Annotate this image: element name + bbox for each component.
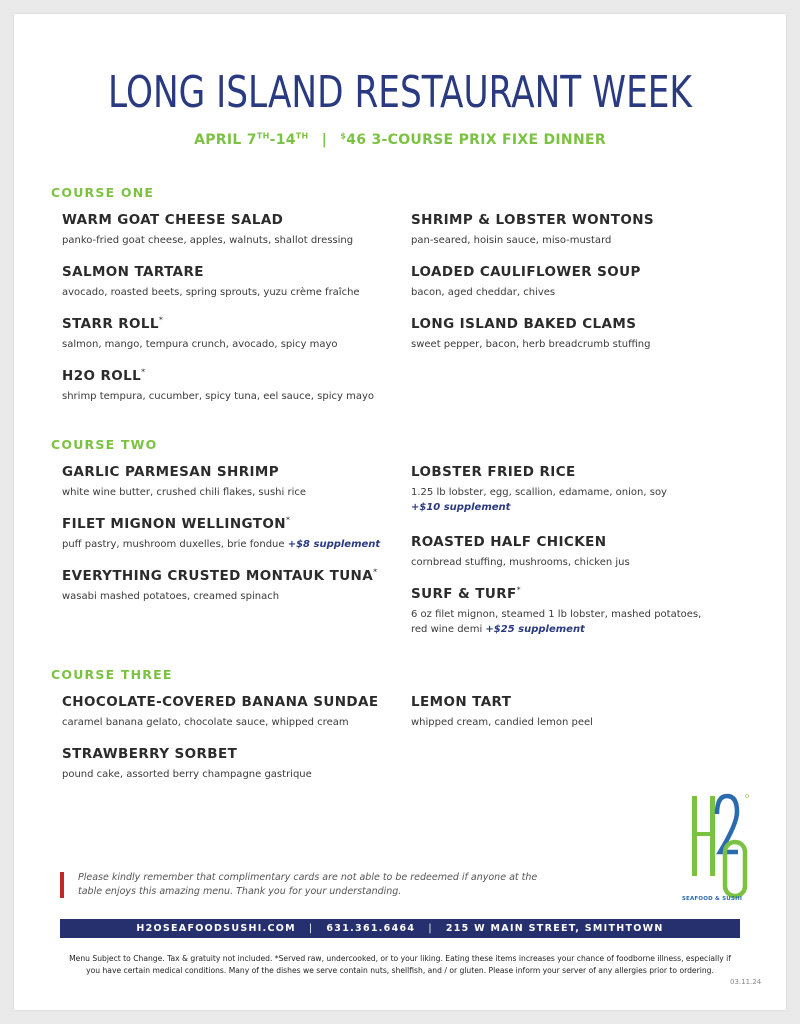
- course-heading-one: COURSE ONE: [51, 185, 155, 200]
- item-name: [411, 212, 751, 228]
- item-name: [62, 316, 402, 332]
- menu-item: [411, 586, 751, 637]
- menu-subtitle: [14, 132, 786, 148]
- menu-item: [62, 212, 402, 248]
- item-description-text: red wine demi: [411, 624, 483, 635]
- h2o-logo-icon: [690, 792, 750, 902]
- menu-title: LONG ISLAND RESTAURANT WEEK: [108, 67, 692, 118]
- item-name-text: SALMON TARTARE: [62, 264, 204, 280]
- logo-tagline: SEAFOOD & SUSHI: [681, 896, 743, 902]
- disclaimer-line: Menu Subject to Change. Tax & gratuity not included. *Served raw, undercooked, or to your liking. Eating these items increases your chance of foodborne illness, especially if: [69, 954, 731, 963]
- item-description: cornbread stuffing, mushrooms, chicken jus: [411, 557, 630, 568]
- item-name: [62, 694, 402, 710]
- date-range-end: -14: [269, 132, 296, 148]
- menu-item: [62, 694, 402, 730]
- supplement-price: +$8 supplement: [287, 539, 381, 550]
- item-description: [411, 607, 751, 637]
- item-description: bacon, aged cheddar, chives: [411, 287, 556, 298]
- website-link[interactable]: H2OSEAFOODSUSHI.COM: [136, 923, 296, 934]
- item-name: [62, 568, 402, 584]
- item-name-text: STRAWBERRY SORBET: [62, 746, 238, 762]
- item-name: [62, 516, 402, 532]
- item-name: [411, 264, 751, 280]
- item-description: pan-seared, hoisin sauce, miso-mustard: [411, 235, 612, 246]
- supplement-price: +$10 supplement: [411, 502, 511, 513]
- menu-item: [62, 516, 402, 552]
- item-description: salmon, mango, tempura crunch, avocado, spicy mayo: [62, 339, 338, 350]
- menu-item: [411, 316, 751, 352]
- menu-disclaimer: [44, 953, 756, 976]
- course-heading-three: COURSE THREE: [51, 667, 173, 682]
- raw-item-mark: *: [158, 315, 164, 325]
- item-name-text: EVERYTHING CRUSTED MONTAUK TUNA: [62, 568, 374, 584]
- item-name-text: LEMON TART: [411, 694, 512, 710]
- item-name: [411, 586, 751, 602]
- course-heading-two: COURSE TWO: [51, 437, 158, 452]
- disclaimer-line: you have certain medical conditions. Many of the dishes we serve contain nuts, shellfish, and / or gluten. Please inform your server of any allergies prior to ordering.: [86, 965, 714, 975]
- complimentary-cards-note: [78, 871, 598, 899]
- date-end-suffix: TH: [295, 131, 309, 141]
- menu-page: [14, 14, 786, 1010]
- item-name-text: FILET MIGNON WELLINGTON: [62, 516, 286, 532]
- item-description: whipped cream, candied lemon peel: [411, 717, 593, 728]
- item-name: [411, 534, 751, 550]
- phone-number[interactable]: 631.361.6464: [326, 923, 416, 934]
- item-name: [62, 746, 402, 762]
- item-name-text: WARM GOAT CHEESE SALAD: [62, 212, 284, 228]
- menu-item: [62, 464, 402, 500]
- item-name-text: ROASTED HALF CHICKEN: [411, 534, 607, 550]
- footer-separator: |: [428, 923, 433, 934]
- menu-item: [411, 212, 751, 248]
- item-description: [62, 537, 402, 552]
- item-name: [62, 368, 402, 384]
- raw-item-mark: *: [516, 585, 522, 595]
- raw-item-mark: *: [285, 515, 291, 525]
- item-name-text: GARLIC PARMESAN SHRIMP: [62, 464, 280, 480]
- menu-item: [411, 694, 751, 730]
- note-line: table enjoys this amazing menu. Thank you for your understanding.: [78, 886, 402, 897]
- subtitle-divider: |: [321, 132, 328, 148]
- menu-item: [62, 264, 402, 300]
- item-name-text: SHRIMP & LOBSTER WONTONS: [411, 212, 655, 228]
- raw-item-mark: *: [373, 567, 378, 577]
- document-code: 03.11.24: [730, 978, 762, 986]
- item-name-text: STARR ROLL: [62, 316, 159, 332]
- item-name: [411, 464, 751, 480]
- item-description-text: puff pastry, mushroom duxelles, brie fondue: [62, 539, 285, 550]
- item-description: avocado, roasted beets, spring sprouts, yuzu crème fraîche: [62, 287, 360, 298]
- menu-item: [411, 464, 751, 513]
- note-line: Please kindly remember that complimentary cards are not able to be redeemed if anyone at the: [78, 872, 538, 883]
- item-name: [411, 694, 751, 710]
- item-name-text: SURF & TURF: [411, 586, 517, 602]
- raw-item-mark: *: [141, 367, 146, 377]
- item-description: shrimp tempura, cucumber, spicy tuna, eel sauce, spicy mayo: [62, 391, 374, 402]
- date-start: APRIL 7: [194, 132, 257, 148]
- address: 215 W MAIN STREET, SMITHTOWN: [445, 923, 664, 934]
- item-description: white wine butter, crushed chili flakes, sushi rice: [62, 487, 307, 498]
- item-description: panko-fried goat cheese, apples, walnuts, shallot dressing: [62, 235, 354, 246]
- note-accent-bar: [60, 872, 64, 898]
- supplement-price: +$25 supplement: [485, 624, 585, 635]
- menu-item: [62, 368, 402, 404]
- menu-item: [62, 568, 402, 604]
- item-name-text: H2O ROLL: [62, 368, 142, 384]
- item-description: sweet pepper, bacon, herb breadcrumb stuffing: [411, 339, 651, 350]
- price-symbol: $: [340, 131, 347, 141]
- item-description-line: 6 oz filet mignon, steamed 1 lb lobster, mashed potatoes,: [411, 609, 702, 620]
- menu-item: [411, 534, 751, 570]
- item-description: 1.25 lb lobster, egg, scallion, edamame, onion, soy: [411, 487, 667, 498]
- item-name: [62, 264, 402, 280]
- item-name: [411, 316, 751, 332]
- menu-item: [411, 264, 751, 300]
- item-description: caramel banana gelato, chocolate sauce, whipped cream: [62, 717, 349, 728]
- item-name-text: LOADED CAULIFLOWER SOUP: [411, 264, 641, 280]
- item-name: [62, 464, 402, 480]
- item-description-line: [411, 622, 751, 637]
- menu-item: [62, 316, 402, 352]
- item-description: wasabi mashed potatoes, creamed spinach: [62, 591, 280, 602]
- item-name-text: LOBSTER FRIED RICE: [411, 464, 576, 480]
- footer-separator: |: [308, 923, 314, 934]
- item-name-text: CHOCOLATE-COVERED BANANA SUNDAE: [62, 694, 379, 710]
- price-text: 46 3-COURSE PRIX FIXE DINNER: [346, 132, 606, 148]
- item-name-text: LONG ISLAND BAKED CLAMS: [411, 316, 637, 332]
- contact-footer-bar: [60, 919, 740, 938]
- date-start-suffix: TH: [256, 131, 270, 141]
- menu-item: [62, 746, 402, 782]
- item-name: [62, 212, 402, 228]
- item-description: pound cake, assorted berry champagne gastrique: [62, 769, 312, 780]
